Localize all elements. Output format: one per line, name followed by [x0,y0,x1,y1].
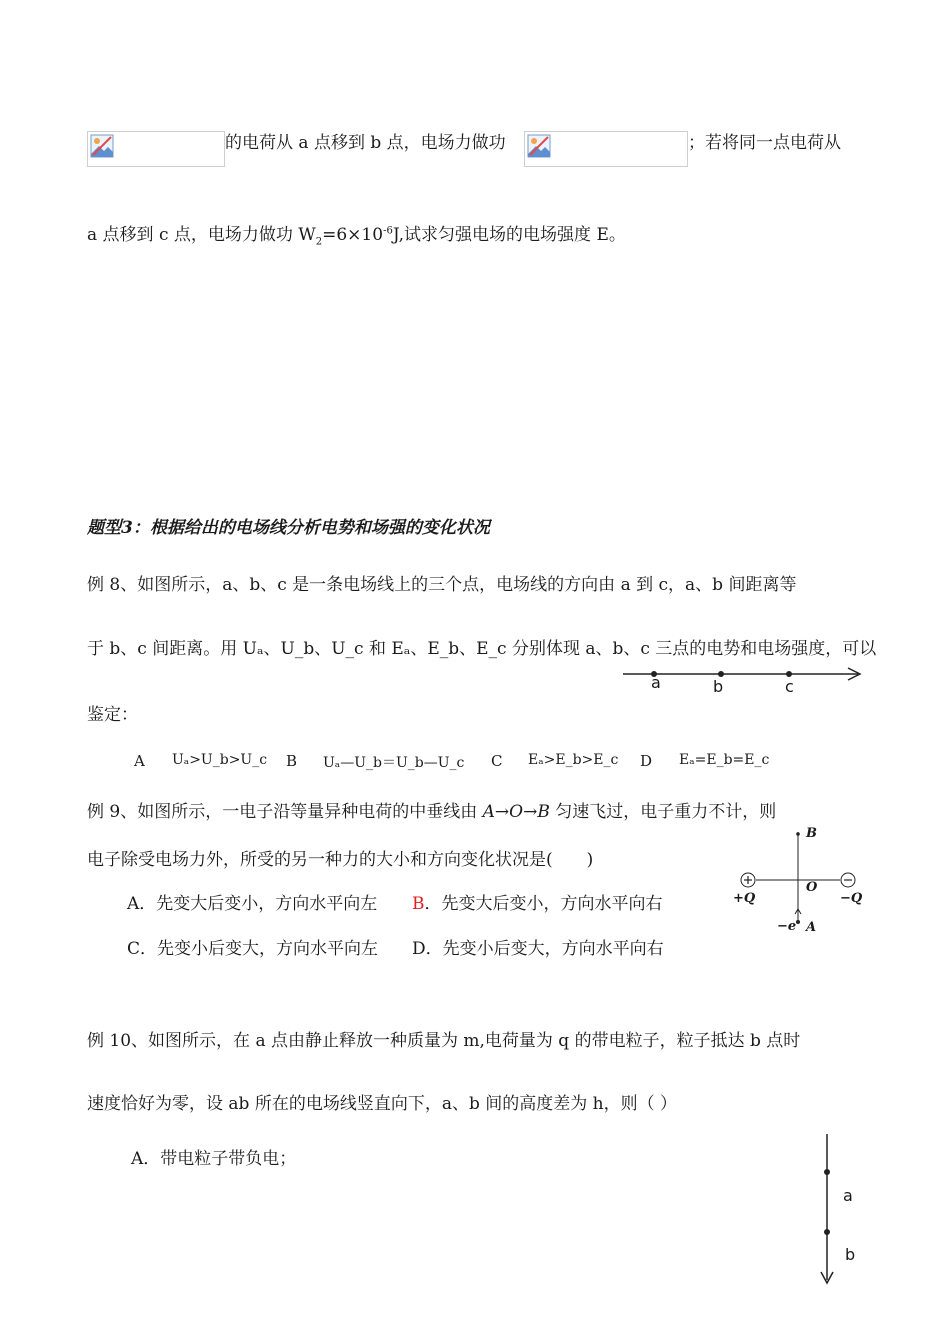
line2-eq: =6×10 [322,225,384,245]
line2-before: a 点移到 c 点，电场力做功 W [87,225,316,245]
line1-text-b: ；若将同一点电荷从 [688,133,841,153]
label-b: b [713,677,724,696]
dipole-diagram [728,824,868,940]
ex9-opt-c: C．先变小后变大，方向水平向左 [127,939,379,959]
ex8-opt-a-label: A [134,752,145,770]
ex9-path: A→O→B [482,802,550,822]
line2-after: J,试求匀强电场的电场强度 E。 [392,225,626,245]
ex9-line1 [87,797,776,822]
ex9-opt-b-label: B [412,894,425,914]
ex9-opt-d: D．先变小后变大，方向水平向右 [412,939,664,959]
dipole-label-O: O [806,880,818,895]
ex8-opt-c-text: Eₐ>E_b>E_c [528,752,619,768]
broken-image-icon [527,134,551,158]
point-b [824,1229,830,1235]
dipole-label-plusQ: +Q [733,891,756,906]
ex8-opt-b-text: Uₐ—U_b＝U_b—U_c [323,755,465,771]
line1-text-a: 的电荷从 a 点移到 b 点，电场力做功 [225,133,506,153]
image-placeholder-2 [524,131,688,167]
point-a [824,1169,830,1175]
dipole-label-electron: −e [777,919,797,934]
ex8-opt-d-label: D [640,752,653,770]
section-title: 题型3：根据给出的电场线分析电势和场强的变化状况 [87,518,490,538]
label-a: a [651,673,661,692]
dipole-label-minusQ: −Q [840,891,863,906]
ex8-line1: 例 8、如图所示，a、b、c 是一条电场线上的三个点，电场线的方向由 a 到 c，a、b 间距离等 [87,575,797,595]
electron-dot [796,920,800,924]
ex8-line2: 于 b、c 间距离。用 Uₐ、U_b、U_c 和 Eₐ、E_b、E_c 分别体现 a、b、c 三点的电势和电场强度，可以 [87,639,877,659]
ex8-opt-a-text: Uₐ>U_b>U_c [172,752,268,768]
line2-exp: -6 [383,225,393,237]
ex9-opt-a: A．先变大后变小，方向水平向左 [127,894,378,914]
ex10-label-a: a [843,1186,853,1205]
ex8-opt-c-label: C [491,752,503,770]
ex10-line2: 速度恰好为零，设 ab 所在的电场线竖直向下，a、b 间的高度差为 h，则（ ） [87,1094,678,1114]
dipole-label-A: A [806,920,817,935]
ex8-line3: 鉴定： [87,705,138,725]
image-placeholder-1 [87,131,225,167]
ex8-opt-d-text: Eₐ=E_b=E_c [679,752,770,768]
vertical-field-line-diagram [815,1132,839,1288]
ex9-opt-b [412,889,663,914]
ex8-opt-b-label: B [286,752,298,770]
broken-image-icon [90,134,114,158]
line2-w-sub: 2 [315,236,323,248]
label-c: c [785,677,794,696]
ex9-line2: 电子除受电场力外，所受的另一种力的大小和方向变化状况是( ) [87,850,594,870]
point-B [796,832,800,836]
line2-text [87,220,626,247]
ex9-line1-pre: 例 9、如图所示，一电子沿等量异种电荷的中垂线由 [87,802,483,822]
ex10-line1: 例 10、如图所示，在 a 点由静止释放一种质量为 m,电荷量为 q 的带电粒子，粒子抵达 b 点时 [87,1031,801,1051]
ex10-opt-a: A．带电粒子带负电； [131,1149,297,1169]
ex10-label-b: b [845,1245,856,1264]
ex9-line1-post: 匀速飞过，电子重力不计，则 [549,802,777,822]
dipole-label-B: B [806,826,817,841]
ex9-opt-b-text: ．先变大后变小，方向水平向右 [424,894,663,914]
